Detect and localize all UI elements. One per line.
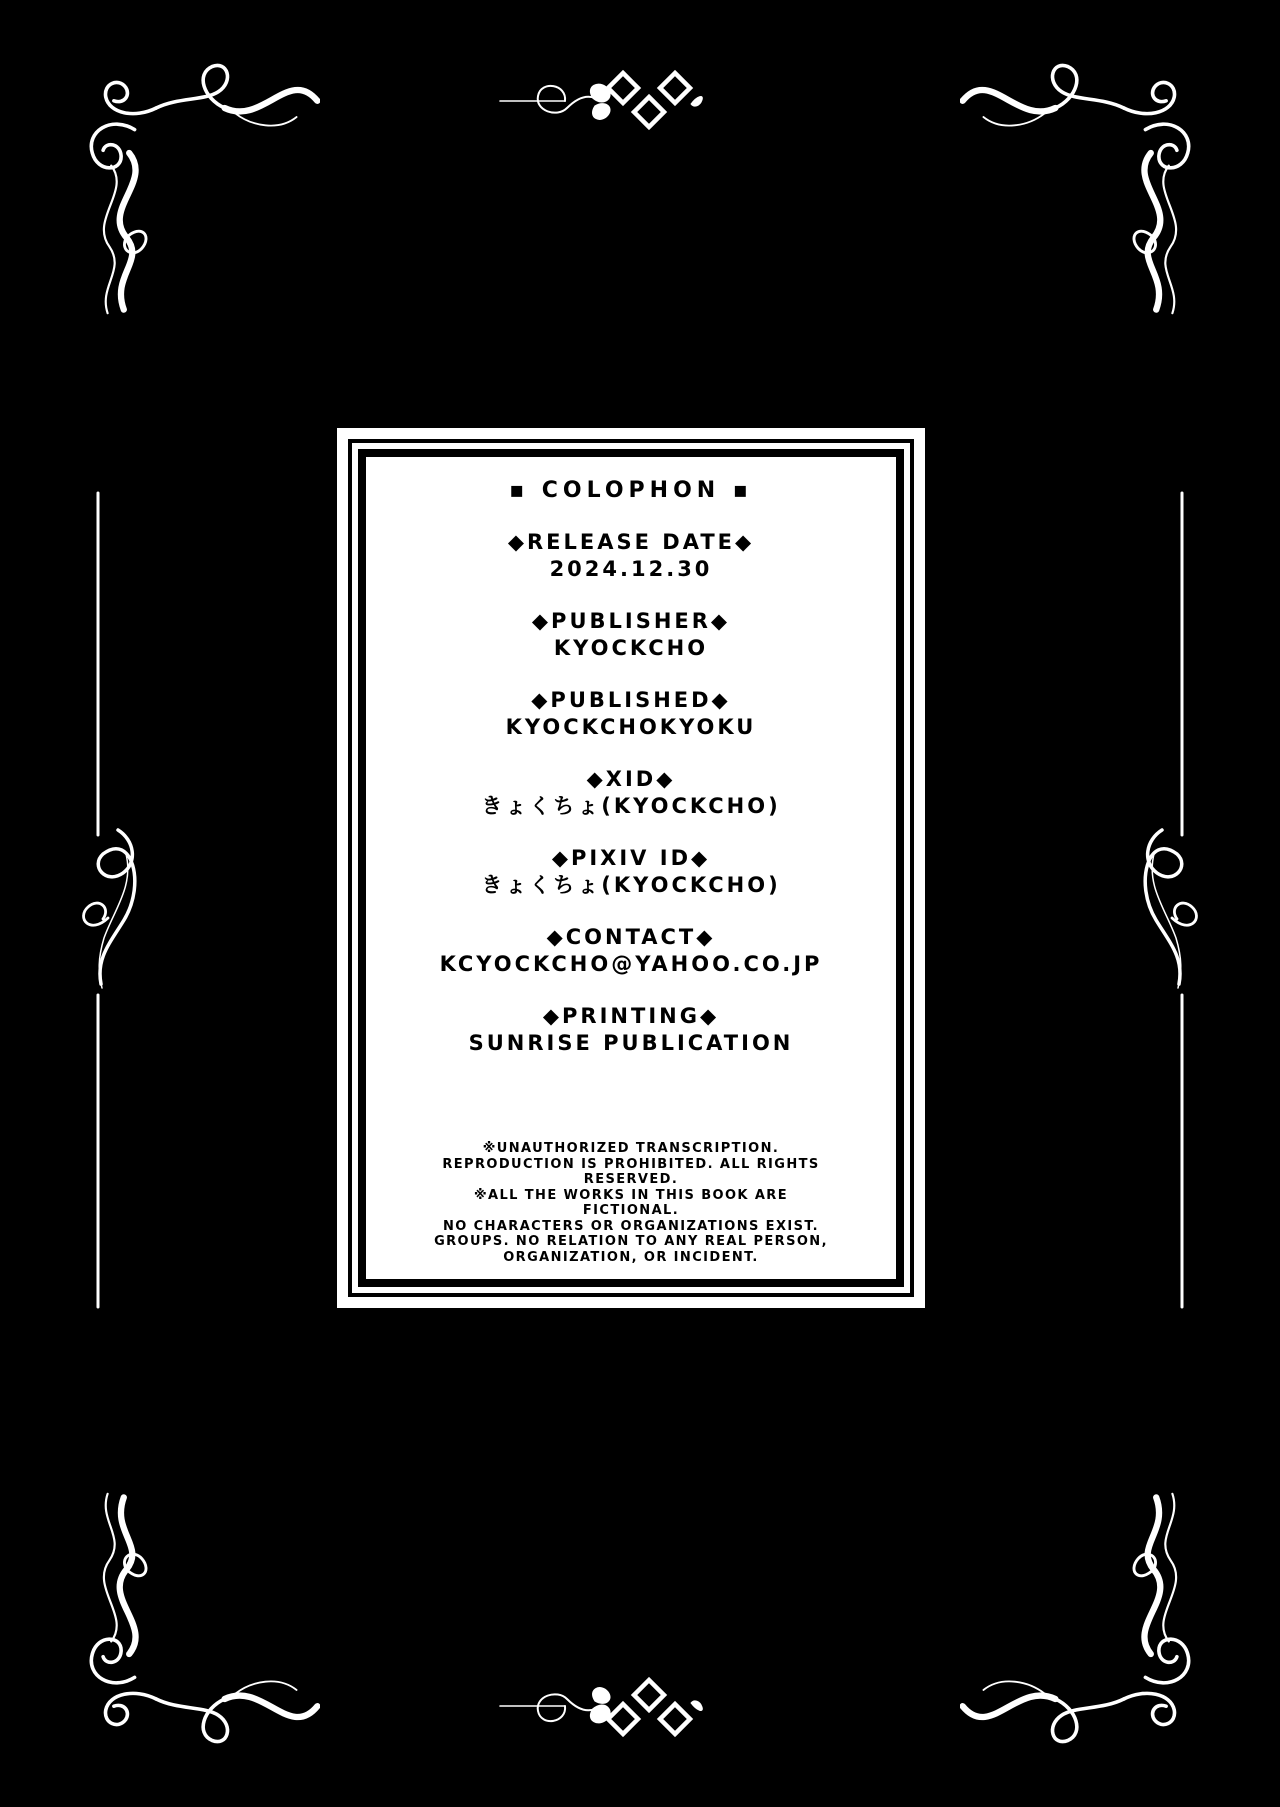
entry-label: ◆PUBLISHED◆ — [531, 688, 731, 712]
entry-label: ◆PUBLISHER◆ — [531, 609, 731, 633]
disclaimer-line: ORGANIZATION, OR INCIDENT. — [503, 1249, 759, 1265]
colophon-entry-pixiv-id — [481, 845, 780, 899]
disclaimer-line: NO CHARACTERS OR ORGANIZATIONS EXIST. — [442, 1218, 820, 1234]
entry-label: ◆RELEASE DATE◆ — [507, 530, 755, 554]
disclaimer-line: ※ALL THE WORKS IN THIS BOOK ARE — [473, 1187, 788, 1203]
colophon-entry-publisher — [532, 608, 730, 662]
entry-label: ◆PIXIV ID◆ — [551, 846, 711, 870]
disclaimer-line: FICTIONAL. — [582, 1203, 680, 1218]
colophon-entry-contact — [440, 924, 823, 978]
entry-label: ◆XID◆ — [586, 767, 676, 791]
entry-value: KCYOCKCHO@YAHOO.CO.JP — [439, 952, 823, 976]
colophon-entry-published — [506, 687, 757, 741]
corner-flourish-top-left — [50, 45, 320, 315]
colophon-entry-xid — [481, 766, 780, 820]
entry-value: KYOCKCHOKYOKU — [505, 715, 757, 739]
colophon-box — [337, 428, 925, 1308]
entry-value: KYOCKCHO — [553, 636, 709, 660]
disclaimer-line: ※UNAUTHORIZED TRANSCRIPTION. — [482, 1141, 780, 1156]
side-ornament-right — [1122, 490, 1242, 1310]
box-inner-frame — [358, 449, 904, 1287]
entry-value: きょくちょ(KYOCKCHO) — [481, 873, 781, 897]
colophon-content — [366, 457, 896, 1279]
disclaimer-line: REPRODUCTION IS PROHIBITED. ALL RIGHTS — [442, 1156, 820, 1172]
disclaimer-line: GROUPS. NO RELATION TO ANY REAL PERSON, — [434, 1234, 828, 1249]
entry-value: きょくちょ(KYOCKCHO) — [481, 794, 781, 818]
disclaimer-line: RESERVED. — [583, 1172, 679, 1187]
colophon-title: ▪ COLOPHON ▪ — [509, 478, 753, 503]
top-center-ornament — [445, 68, 705, 132]
box-outer-frame — [348, 439, 914, 1297]
side-ornament-left — [38, 490, 158, 1310]
disclaimer — [434, 1141, 828, 1265]
corner-flourish-bottom-right — [960, 1492, 1230, 1762]
entry-label: ◆CONTACT◆ — [546, 925, 716, 949]
colophon-entry-printing — [469, 1003, 794, 1057]
entry-label: ◆PRINTING◆ — [542, 1004, 720, 1028]
corner-flourish-bottom-left — [50, 1492, 320, 1762]
bottom-center-ornament — [445, 1675, 705, 1739]
corner-flourish-top-right — [960, 45, 1230, 315]
entry-value: 2024.12.30 — [549, 557, 713, 581]
colophon-entry-release-date — [508, 529, 754, 583]
entry-value: SUNRISE PUBLICATION — [468, 1031, 794, 1055]
